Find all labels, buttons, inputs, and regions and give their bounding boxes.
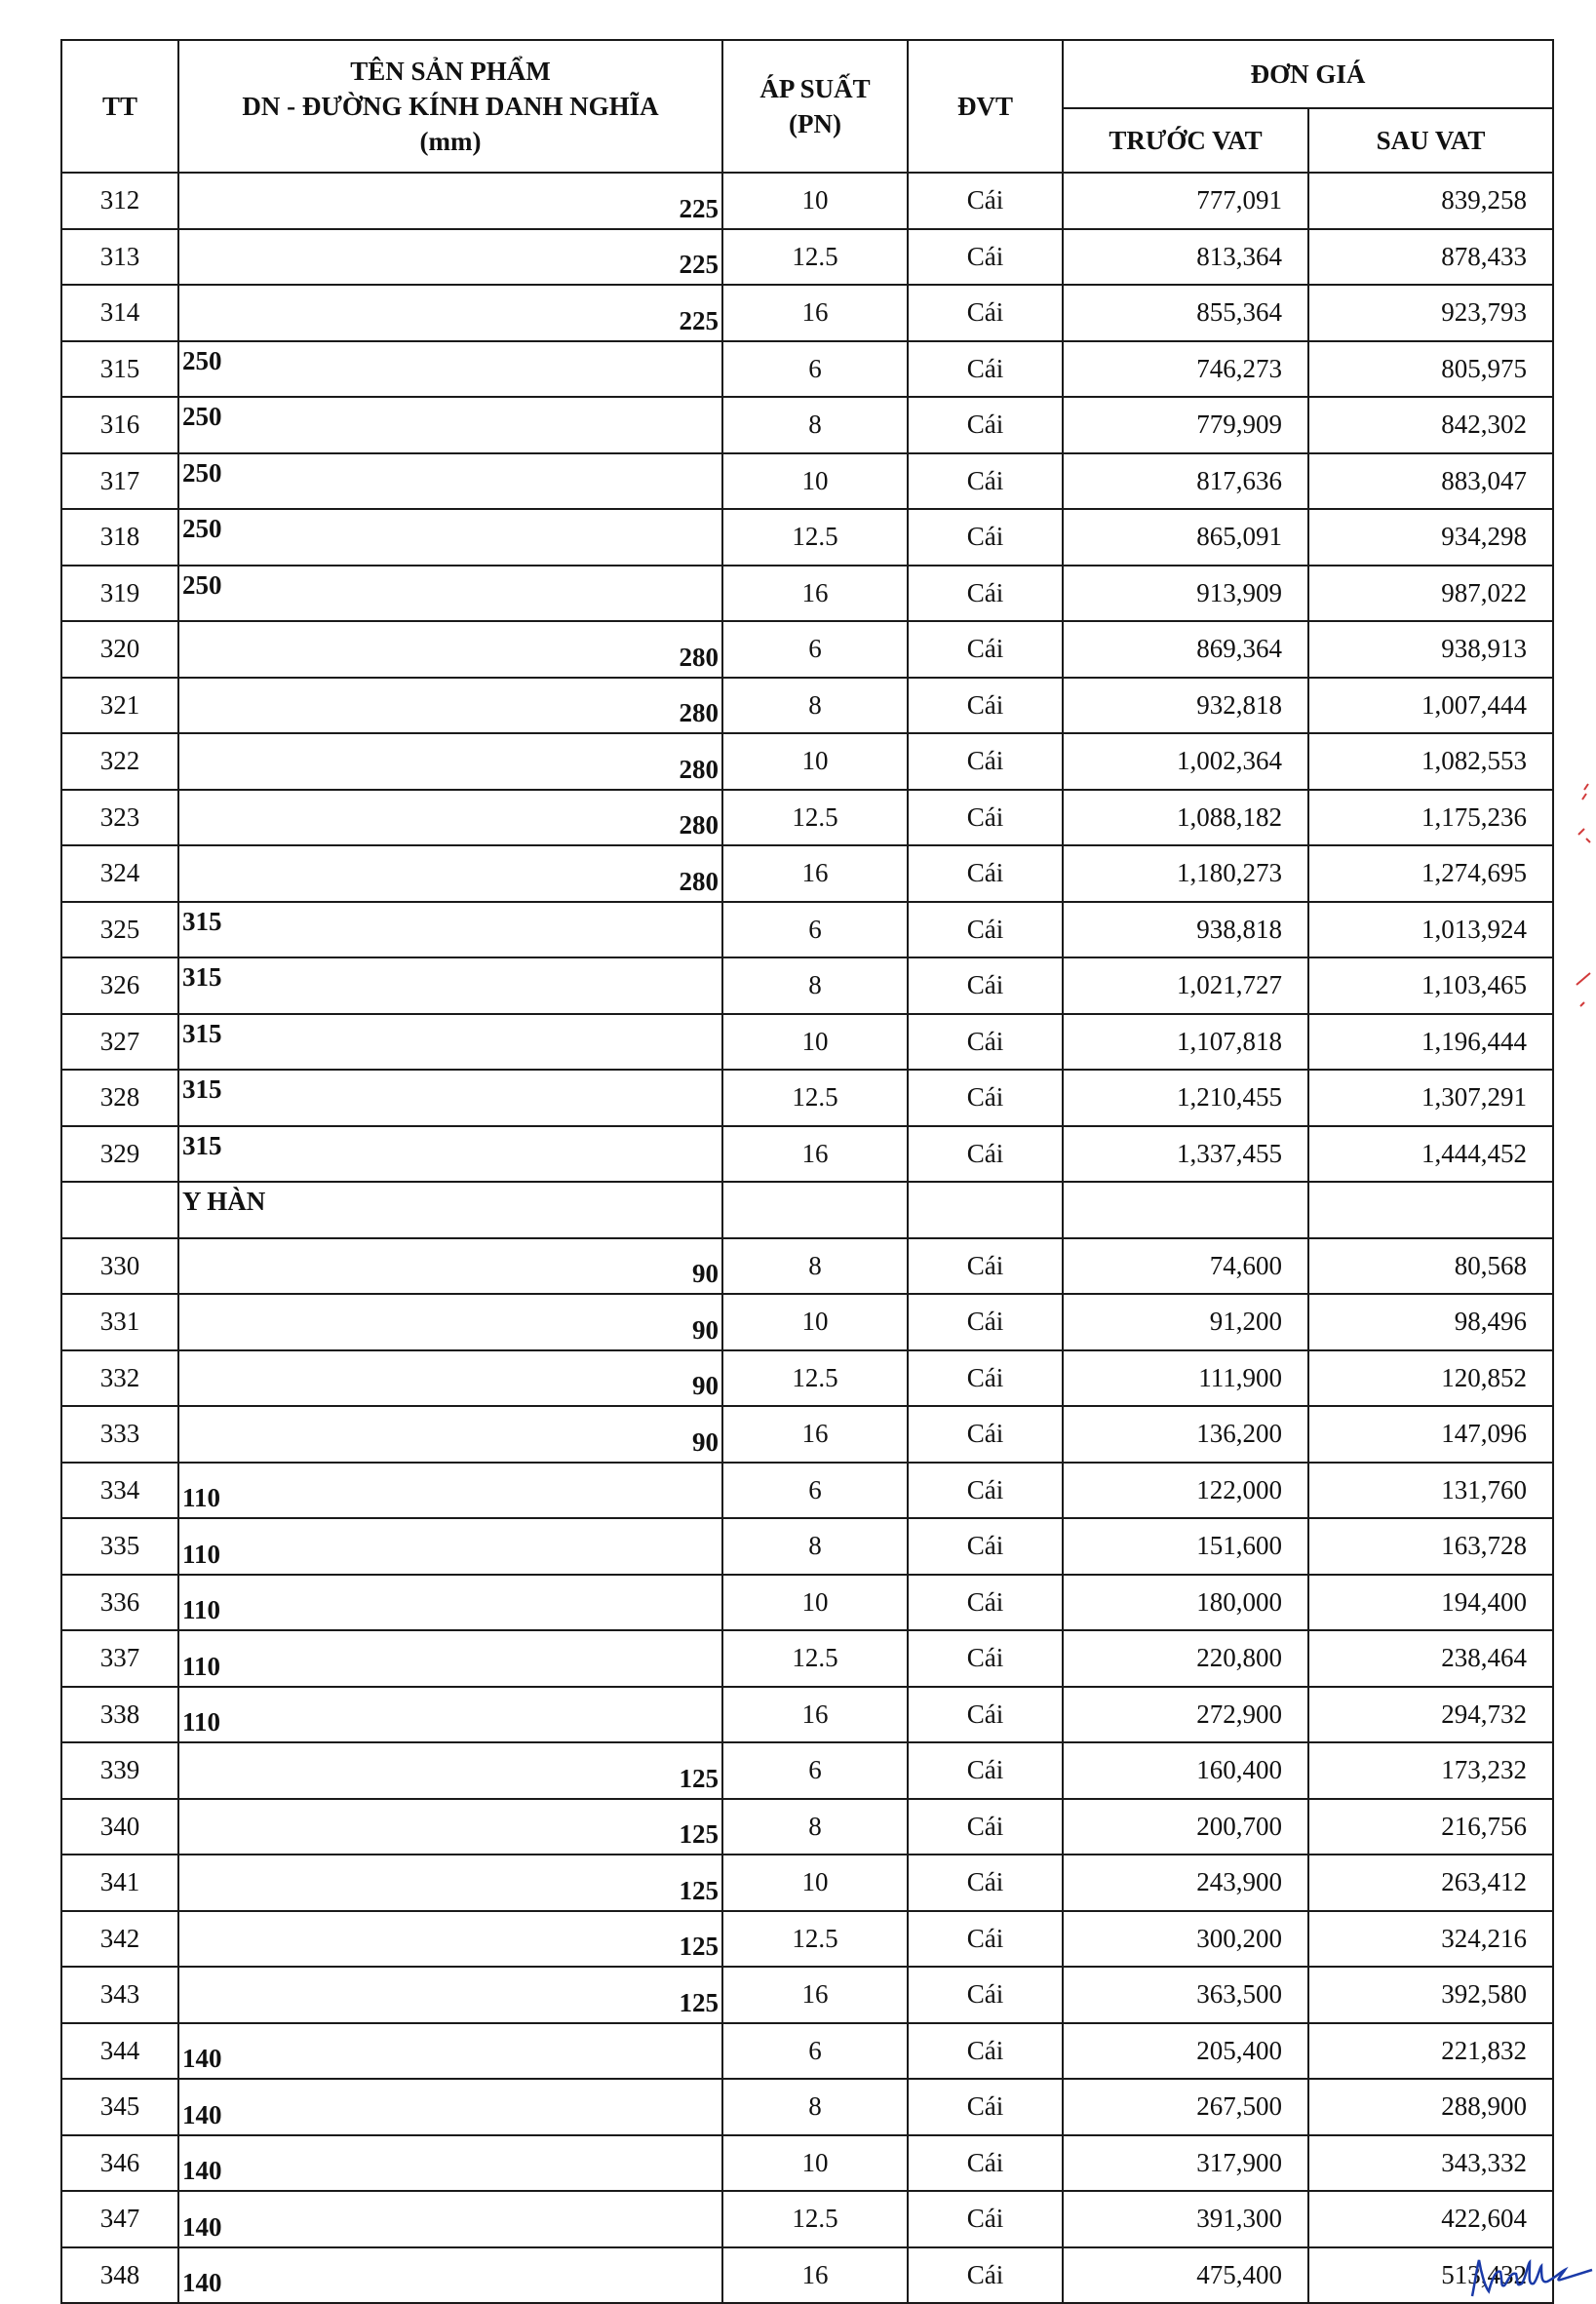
cell-pn: 12.5 (722, 1911, 908, 1968)
table-row (61, 957, 1553, 1014)
cell-unit: Cái (908, 1518, 1063, 1575)
cell-after-vat: 842,302 (1308, 397, 1553, 453)
cell-pn: 6 (722, 341, 908, 398)
cell-tt: 336 (61, 1575, 178, 1631)
cell-pn: 6 (722, 2023, 908, 2080)
cell-tt: 326 (61, 957, 178, 1014)
cell-before-vat: 243,900 (1063, 1855, 1308, 1911)
cell-unit: Cái (908, 790, 1063, 846)
cell-tt: 312 (61, 173, 178, 229)
cell-after (1308, 1182, 1553, 1238)
table-row (61, 2247, 1553, 2304)
cell-after-vat: 878,433 (1308, 229, 1553, 286)
cell-dn: 315 (178, 902, 722, 958)
cell-before-vat: 865,091 (1063, 509, 1308, 566)
cell-dn: 140 (178, 2135, 722, 2192)
table-row (61, 1238, 1553, 1295)
cell-after-vat: 173,232 (1308, 1742, 1553, 1799)
cell-pn: 16 (722, 845, 908, 902)
cell-unit: Cái (908, 1406, 1063, 1463)
cell-before-vat: 300,200 (1063, 1911, 1308, 1968)
cell-pn: 12.5 (722, 229, 908, 286)
table-row (61, 845, 1553, 902)
cell-tt (61, 1182, 178, 1238)
cell-after-vat: 1,175,236 (1308, 790, 1553, 846)
cell-dn: 315 (178, 957, 722, 1014)
cell-tt: 346 (61, 2135, 178, 2192)
cell-pn: 10 (722, 1855, 908, 1911)
cell-dn: 280 (178, 733, 722, 790)
cell-unit (908, 1182, 1063, 1238)
cell-tt: 313 (61, 229, 178, 286)
cell-unit: Cái (908, 1630, 1063, 1687)
table-row (61, 2191, 1553, 2247)
cell-dn: 280 (178, 790, 722, 846)
cell-before-vat: 122,000 (1063, 1463, 1308, 1519)
cell-dn: 140 (178, 2191, 722, 2247)
cell-before-vat: 938,818 (1063, 902, 1308, 958)
table-row (61, 1014, 1553, 1071)
table-row (61, 1463, 1553, 1519)
cell-before-vat: 151,600 (1063, 1518, 1308, 1575)
cell-unit: Cái (908, 1967, 1063, 2023)
cell-tt: 330 (61, 1238, 178, 1295)
signature (1467, 2243, 1594, 2301)
header-before-vat: TRƯỚC VAT (1063, 108, 1308, 173)
cell-dn: 90 (178, 1406, 722, 1463)
cell-pn: 6 (722, 902, 908, 958)
cell-before-vat: 391,300 (1063, 2191, 1308, 2247)
table-row (61, 509, 1553, 566)
cell-pn: 8 (722, 678, 908, 734)
cell-unit: Cái (908, 678, 1063, 734)
cell-unit: Cái (908, 902, 1063, 958)
cell-after-vat: 1,307,291 (1308, 1070, 1553, 1126)
cell-dn: 125 (178, 1911, 722, 1968)
header-unit: ĐVT (908, 40, 1063, 173)
cell-tt: 316 (61, 397, 178, 453)
cell-unit: Cái (908, 845, 1063, 902)
cell-after-vat: 1,444,452 (1308, 1126, 1553, 1183)
cell-tt: 321 (61, 678, 178, 734)
cell-tt: 332 (61, 1350, 178, 1407)
cell-after-vat: 343,332 (1308, 2135, 1553, 2192)
cell-tt: 322 (61, 733, 178, 790)
cell-before-vat: 1,210,455 (1063, 1070, 1308, 1126)
cell-pn: 8 (722, 1238, 908, 1295)
cell-unit: Cái (908, 1687, 1063, 1743)
table-row (61, 1855, 1553, 1911)
cell-tt: 328 (61, 1070, 178, 1126)
cell-dn: 110 (178, 1518, 722, 1575)
cell-tt: 315 (61, 341, 178, 398)
cell-before-vat: 1,021,727 (1063, 957, 1308, 1014)
cell-pn: 16 (722, 2247, 908, 2304)
cell-unit: Cái (908, 2023, 1063, 2080)
table-row (61, 1630, 1553, 1687)
cell-dn: 250 (178, 509, 722, 566)
cell-unit: Cái (908, 1126, 1063, 1183)
cell-dn: 250 (178, 566, 722, 622)
cell-unit: Cái (908, 285, 1063, 341)
cell-dn: 90 (178, 1238, 722, 1295)
cell-after-vat: 147,096 (1308, 1406, 1553, 1463)
cell-before-vat: 267,500 (1063, 2079, 1308, 2135)
cell-before-vat: 779,909 (1063, 397, 1308, 453)
header-tt: TT (61, 40, 178, 173)
cell-pn: 8 (722, 2079, 908, 2135)
cell-unit: Cái (908, 1350, 1063, 1407)
cell-tt: 341 (61, 1855, 178, 1911)
cell-before-vat: 855,364 (1063, 285, 1308, 341)
table-row (61, 397, 1553, 453)
cell-unit: Cái (908, 1294, 1063, 1350)
table-row (61, 1406, 1553, 1463)
cell-dn: 250 (178, 341, 722, 398)
cell-dn: 280 (178, 621, 722, 678)
table-row (61, 173, 1553, 229)
table-row (61, 1070, 1553, 1126)
cell-tt: 344 (61, 2023, 178, 2080)
cell-dn: 250 (178, 397, 722, 453)
cell-after-vat: 392,580 (1308, 1967, 1553, 2023)
cell-before-vat: 913,909 (1063, 566, 1308, 622)
cell-before-vat: 111,900 (1063, 1350, 1308, 1407)
table-row (61, 1687, 1553, 1743)
cell-tt: 318 (61, 509, 178, 566)
cell-unit: Cái (908, 1238, 1063, 1295)
cell-tt: 347 (61, 2191, 178, 2247)
cell-before-vat: 220,800 (1063, 1630, 1308, 1687)
cell-dn: 110 (178, 1630, 722, 1687)
cell-pn: 10 (722, 173, 908, 229)
cell-tt: 314 (61, 285, 178, 341)
cell-after-vat: 923,793 (1308, 285, 1553, 341)
cell-before-vat: 205,400 (1063, 2023, 1308, 2080)
cell-after-vat: 163,728 (1308, 1518, 1553, 1575)
header-price: ĐƠN GIÁ (1063, 40, 1553, 108)
cell-after-vat: 288,900 (1308, 2079, 1553, 2135)
cell-unit: Cái (908, 1742, 1063, 1799)
cell-before-vat: 869,364 (1063, 621, 1308, 678)
table-row (61, 733, 1553, 790)
cell-tt: 340 (61, 1799, 178, 1855)
cell-dn: 90 (178, 1294, 722, 1350)
table-row (61, 1799, 1553, 1855)
cell-after-vat: 1,196,444 (1308, 1014, 1553, 1071)
cell-pn: 8 (722, 957, 908, 1014)
cell-pn: 12.5 (722, 1630, 908, 1687)
cell-after-vat: 1,082,553 (1308, 733, 1553, 790)
cell-dn: 315 (178, 1014, 722, 1071)
cell-tt: 327 (61, 1014, 178, 1071)
header-product-line2: DN - ĐƯỜNG KÍNH DANH NGHĨA (242, 92, 659, 121)
cell-tt: 334 (61, 1463, 178, 1519)
cell-dn: 110 (178, 1463, 722, 1519)
cell-pn: 8 (722, 1799, 908, 1855)
cell-after-vat: 805,975 (1308, 341, 1553, 398)
cell-before-vat: 91,200 (1063, 1294, 1308, 1350)
cell-tt: 324 (61, 845, 178, 902)
cell-before-vat: 813,364 (1063, 229, 1308, 286)
cell-pn: 16 (722, 1687, 908, 1743)
cell-pn: 16 (722, 1126, 908, 1183)
cell-tt: 319 (61, 566, 178, 622)
cell-after-vat: 263,412 (1308, 1855, 1553, 1911)
cell-unit: Cái (908, 2135, 1063, 2192)
cell-after-vat: 216,756 (1308, 1799, 1553, 1855)
cell-before-vat: 817,636 (1063, 453, 1308, 510)
header-product (178, 40, 722, 173)
stamp-edge-marks (1575, 780, 1596, 1034)
cell-after-vat: 131,760 (1308, 1463, 1553, 1519)
cell-unit: Cái (908, 1911, 1063, 1968)
cell-before-vat: 136,200 (1063, 1406, 1308, 1463)
cell-pn: 6 (722, 1463, 908, 1519)
header-pressure-line2: (PN) (789, 109, 841, 138)
cell-pn: 6 (722, 1742, 908, 1799)
cell-unit: Cái (908, 173, 1063, 229)
table-row (61, 621, 1553, 678)
cell-tt: 325 (61, 902, 178, 958)
cell-pn: 16 (722, 566, 908, 622)
cell-after-vat: 294,732 (1308, 1687, 1553, 1743)
table-row (61, 790, 1553, 846)
section-title: Y HÀN (178, 1182, 722, 1238)
cell-after-vat: 120,852 (1308, 1350, 1553, 1407)
table-row (61, 229, 1553, 286)
cell-before-vat: 180,000 (1063, 1575, 1308, 1631)
cell-pn: 10 (722, 453, 908, 510)
cell-tt: 338 (61, 1687, 178, 1743)
table-row (61, 902, 1553, 958)
cell-pn: 10 (722, 733, 908, 790)
table-row (61, 1911, 1553, 1968)
cell-tt: 343 (61, 1967, 178, 2023)
cell-pn: 10 (722, 1294, 908, 1350)
cell-tt: 345 (61, 2079, 178, 2135)
cell-tt: 323 (61, 790, 178, 846)
cell-dn: 280 (178, 845, 722, 902)
table-row (61, 1126, 1553, 1183)
cell-after-vat: 1,007,444 (1308, 678, 1553, 734)
table-row (61, 1742, 1553, 1799)
header-pressure (722, 40, 908, 173)
cell-before-vat: 160,400 (1063, 1742, 1308, 1799)
cell-after-vat: 1,274,695 (1308, 845, 1553, 902)
cell-after-vat: 1,013,924 (1308, 902, 1553, 958)
cell-before-vat: 1,002,364 (1063, 733, 1308, 790)
cell-pn (722, 1182, 908, 1238)
cell-pn: 10 (722, 2135, 908, 2192)
cell-unit: Cái (908, 1799, 1063, 1855)
cell-after-vat: 98,496 (1308, 1294, 1553, 1350)
cell-dn: 110 (178, 1575, 722, 1631)
cell-tt: 317 (61, 453, 178, 510)
cell-after-vat: 934,298 (1308, 509, 1553, 566)
table-row (61, 1294, 1553, 1350)
header-product-line3: (mm) (419, 127, 482, 156)
table-row (61, 341, 1553, 398)
cell-dn: 125 (178, 1742, 722, 1799)
cell-before-vat: 317,900 (1063, 2135, 1308, 2192)
cell-unit: Cái (908, 566, 1063, 622)
cell-tt: 339 (61, 1742, 178, 1799)
cell-after-vat: 80,568 (1308, 1238, 1553, 1295)
cell-unit: Cái (908, 2247, 1063, 2304)
price-table (60, 39, 1554, 2304)
cell-before-vat: 363,500 (1063, 1967, 1308, 2023)
cell-pn: 10 (722, 1575, 908, 1631)
cell-pn: 10 (722, 1014, 908, 1071)
cell-after-vat: 513,432 (1308, 2247, 1553, 2304)
cell-after-vat: 194,400 (1308, 1575, 1553, 1631)
table-row (61, 2023, 1553, 2080)
cell-before-vat: 777,091 (1063, 173, 1308, 229)
cell-before-vat: 932,818 (1063, 678, 1308, 734)
cell-unit: Cái (908, 2191, 1063, 2247)
cell-after-vat: 1,103,465 (1308, 957, 1553, 1014)
table-row (61, 1575, 1553, 1631)
cell-unit: Cái (908, 1070, 1063, 1126)
cell-after-vat: 987,022 (1308, 566, 1553, 622)
cell-unit: Cái (908, 733, 1063, 790)
cell-unit: Cái (908, 2079, 1063, 2135)
cell-pn: 12.5 (722, 1070, 908, 1126)
cell-after-vat: 938,913 (1308, 621, 1553, 678)
cell-unit: Cái (908, 957, 1063, 1014)
cell-pn: 16 (722, 1967, 908, 2023)
cell-after-vat: 422,604 (1308, 2191, 1553, 2247)
cell-before-vat: 1,107,818 (1063, 1014, 1308, 1071)
cell-before-vat: 1,088,182 (1063, 790, 1308, 846)
cell-dn: 110 (178, 1687, 722, 1743)
cell-before-vat: 74,600 (1063, 1238, 1308, 1295)
cell-pn: 12.5 (722, 509, 908, 566)
cell-after-vat: 839,258 (1308, 173, 1553, 229)
header-pressure-line1: ÁP SUẤT (759, 74, 871, 103)
section-row (61, 1182, 1553, 1238)
cell-unit: Cái (908, 509, 1063, 566)
cell-dn: 90 (178, 1350, 722, 1407)
cell-dn: 315 (178, 1070, 722, 1126)
cell-dn: 125 (178, 1799, 722, 1855)
table-row (61, 678, 1553, 734)
cell-after-vat: 324,216 (1308, 1911, 1553, 1968)
cell-before (1063, 1182, 1308, 1238)
cell-unit: Cái (908, 1575, 1063, 1631)
cell-dn: 280 (178, 678, 722, 734)
cell-unit: Cái (908, 453, 1063, 510)
header-product-line1: TÊN SẢN PHẨM (350, 57, 551, 86)
cell-unit: Cái (908, 1014, 1063, 1071)
cell-dn: 125 (178, 1967, 722, 2023)
cell-tt: 331 (61, 1294, 178, 1350)
cell-before-vat: 200,700 (1063, 1799, 1308, 1855)
header-after-vat: SAU VAT (1308, 108, 1553, 173)
cell-pn: 8 (722, 397, 908, 453)
cell-pn: 6 (722, 621, 908, 678)
cell-before-vat: 272,900 (1063, 1687, 1308, 1743)
cell-after-vat: 221,832 (1308, 2023, 1553, 2080)
table-body (61, 173, 1553, 2303)
cell-pn: 8 (722, 1518, 908, 1575)
cell-dn: 225 (178, 173, 722, 229)
cell-before-vat: 1,180,273 (1063, 845, 1308, 902)
cell-dn: 140 (178, 2079, 722, 2135)
cell-tt: 348 (61, 2247, 178, 2304)
cell-pn: 12.5 (722, 790, 908, 846)
cell-after-vat: 883,047 (1308, 453, 1553, 510)
cell-unit: Cái (908, 1855, 1063, 1911)
cell-unit: Cái (908, 229, 1063, 286)
cell-pn: 16 (722, 285, 908, 341)
cell-dn: 315 (178, 1126, 722, 1183)
cell-after-vat: 238,464 (1308, 1630, 1553, 1687)
cell-pn: 12.5 (722, 2191, 908, 2247)
table-row (61, 1518, 1553, 1575)
cell-dn: 140 (178, 2247, 722, 2304)
cell-unit: Cái (908, 397, 1063, 453)
cell-before-vat: 1,337,455 (1063, 1126, 1308, 1183)
cell-tt: 320 (61, 621, 178, 678)
cell-before-vat: 746,273 (1063, 341, 1308, 398)
cell-tt: 335 (61, 1518, 178, 1575)
cell-tt: 337 (61, 1630, 178, 1687)
table-row (61, 453, 1553, 510)
cell-tt: 342 (61, 1911, 178, 1968)
cell-tt: 329 (61, 1126, 178, 1183)
cell-unit: Cái (908, 1463, 1063, 1519)
cell-dn: 140 (178, 2023, 722, 2080)
table-row (61, 566, 1553, 622)
cell-tt: 333 (61, 1406, 178, 1463)
cell-dn: 225 (178, 285, 722, 341)
table-row (61, 2079, 1553, 2135)
cell-unit: Cái (908, 341, 1063, 398)
cell-dn: 225 (178, 229, 722, 286)
cell-unit: Cái (908, 621, 1063, 678)
cell-dn: 125 (178, 1855, 722, 1911)
cell-dn: 250 (178, 453, 722, 510)
cell-pn: 12.5 (722, 1350, 908, 1407)
table-row (61, 1350, 1553, 1407)
cell-before-vat: 475,400 (1063, 2247, 1308, 2304)
cell-pn: 16 (722, 1406, 908, 1463)
table-row (61, 1967, 1553, 2023)
table-row (61, 2135, 1553, 2192)
table-row (61, 285, 1553, 341)
